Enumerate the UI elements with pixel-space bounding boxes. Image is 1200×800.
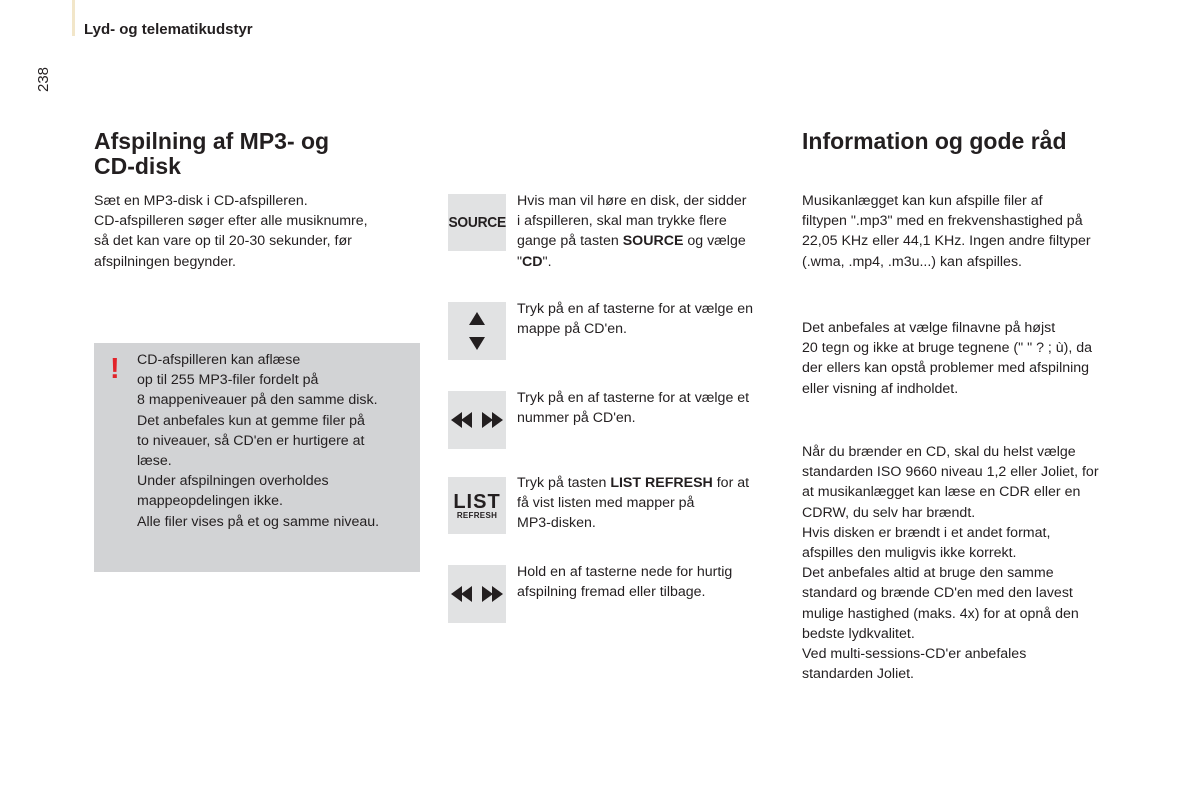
chapter-title: Lyd- og telematikudstyr xyxy=(84,21,253,38)
text-line: standarden ISO 9660 niveau 1,2 eller Joliet, for xyxy=(802,464,1099,481)
text-line: Det anbefales kun at gemme filer på xyxy=(137,412,365,429)
text-line: læse. xyxy=(137,453,172,470)
text-line xyxy=(517,473,782,493)
text-line: få vist listen med mapper på xyxy=(517,495,695,512)
key-name-bold: SOURCE xyxy=(622,233,684,250)
list-refresh-key-description xyxy=(517,473,782,534)
text-line: standard og brænde CD'en med den lavest xyxy=(802,585,1073,602)
text-line: Ved multi-sessions-CD'er anbefales xyxy=(802,646,1027,663)
text-line xyxy=(517,252,782,272)
text-line: Tryk på en af tasterne for at vælge et xyxy=(517,390,750,406)
text-line: 22,05 KHz eller 44,1 KHz. Ingen andre filtyper xyxy=(802,233,1091,250)
list-label: LIST xyxy=(453,490,501,513)
list-refresh-key-label xyxy=(453,492,500,520)
text-line: eller visning af indholdet. xyxy=(802,380,959,397)
text-line: Hold en af tasterne nede for hurtig xyxy=(517,564,733,580)
intro-paragraph xyxy=(94,191,414,272)
text-line: afspilning fremad eller tilbage. xyxy=(517,584,706,601)
key-name-bold: CD xyxy=(522,253,543,270)
text-run: ". xyxy=(542,253,552,270)
text-line: CDRW, du selv har brændt. xyxy=(802,504,976,521)
section-title-information xyxy=(802,129,1132,154)
warning-text xyxy=(137,350,417,532)
text-line: afspilles den muligvis ikke korrekt. xyxy=(802,545,1017,562)
text-line: Musikanlægget kan kun afspille filer af xyxy=(802,193,1043,209)
source-key-description xyxy=(517,191,782,272)
text-line: så det kan vare op til 20-30 sekunder, før xyxy=(94,233,352,250)
key-name-bold: LIST REFRESH xyxy=(610,475,713,491)
text-line: Hvis disken er brændt i et andet format, xyxy=(802,524,1051,541)
page-number: 238 xyxy=(35,66,52,92)
text-line: Tryk på en af tasterne for at vælge en xyxy=(517,301,754,317)
text-line: Sæt en MP3-disk i CD-afspilleren. xyxy=(94,193,308,209)
text-line: der ellers kan opstå problemer med afspilning xyxy=(802,360,1090,377)
fast-keys-description xyxy=(517,562,782,602)
fast-forward-rewind-icon xyxy=(450,584,504,604)
text-run: og vælge xyxy=(683,233,746,250)
text-line: afspilningen begynder. xyxy=(94,253,236,270)
text-line: 8 mappeniveauer på den samme disk. xyxy=(137,392,378,409)
text-line: standarden Joliet. xyxy=(802,666,914,683)
text-line: at musikanlægget kan læse en CDR eller en xyxy=(802,484,1081,501)
text-line: CD-afspilleren kan aflæse xyxy=(137,352,301,368)
prev-next-track-icon xyxy=(450,410,504,430)
source-key xyxy=(448,194,506,251)
text-line: Det anbefales at vælge filnavne på højst xyxy=(802,320,1056,336)
exclamation-icon: ! xyxy=(110,353,120,385)
track-keys-description xyxy=(517,388,782,428)
text-line: mappeopdelingen ikke. xyxy=(137,493,283,510)
text-run: for at xyxy=(712,475,750,491)
header-accent-bar xyxy=(72,0,75,36)
list-refresh-key xyxy=(448,477,506,534)
text-line: filtypen ".mp3" med en frekvenshastighed på xyxy=(802,213,1083,230)
text-line: (.wma, .mp4, .m3u...) kan afspilles. xyxy=(802,253,1022,270)
section-title-line2: CD-disk xyxy=(94,153,181,179)
text-line xyxy=(517,231,782,251)
source-key-label: SOURCE xyxy=(448,214,506,231)
text-line: Hvis man vil høre en disk, der sidder xyxy=(517,193,747,209)
info-paragraph-1 xyxy=(802,191,1132,272)
info-title: Information og gode råd xyxy=(802,128,1067,154)
text-line: mappe på CD'en. xyxy=(517,321,627,338)
section-title-mp3-cd xyxy=(94,129,424,179)
text-line: MP3-disken. xyxy=(517,515,596,532)
info-paragraph-2 xyxy=(802,318,1132,399)
text-line: i afspilleren, skal man trykke flere xyxy=(517,213,727,230)
text-line: CD-afspilleren søger efter alle musiknumre, xyxy=(94,213,368,230)
text-line: mulige hastighed (maks. 4x) for at opnå den xyxy=(802,605,1079,622)
text-run: " xyxy=(517,253,523,270)
text-run: gange på tasten xyxy=(517,233,623,250)
text-line: to niveauer, så CD'en er hurtigere at xyxy=(137,432,365,449)
folder-keys-description xyxy=(517,299,782,339)
section-title-line1: Afspilning af MP3- og xyxy=(94,128,330,154)
track-keys xyxy=(448,391,506,449)
text-line: Under afspilningen overholdes xyxy=(137,473,329,490)
text-line: Alle filer vises på et og samme niveau. xyxy=(137,513,380,530)
folder-keys xyxy=(448,302,506,360)
info-paragraph-3 xyxy=(802,442,1132,684)
text-line: Det anbefales altid at bruge den samme xyxy=(802,565,1054,582)
up-down-arrows-icon xyxy=(462,309,492,353)
text-line: 20 tegn og ikke at bruge tegnene (" " ? ; ù), da xyxy=(802,340,1093,357)
text-line: Når du brænder en CD, skal du helst vælge xyxy=(802,444,1076,460)
refresh-label: REFRESH xyxy=(456,510,498,520)
text-line: op til 255 MP3-filer fordelt på xyxy=(137,372,319,389)
text-run: Tryk på tasten xyxy=(517,475,611,491)
text-line: nummer på CD'en. xyxy=(517,410,636,427)
text-line: bedste lydkvalitet. xyxy=(802,625,915,642)
fast-keys xyxy=(448,565,506,623)
